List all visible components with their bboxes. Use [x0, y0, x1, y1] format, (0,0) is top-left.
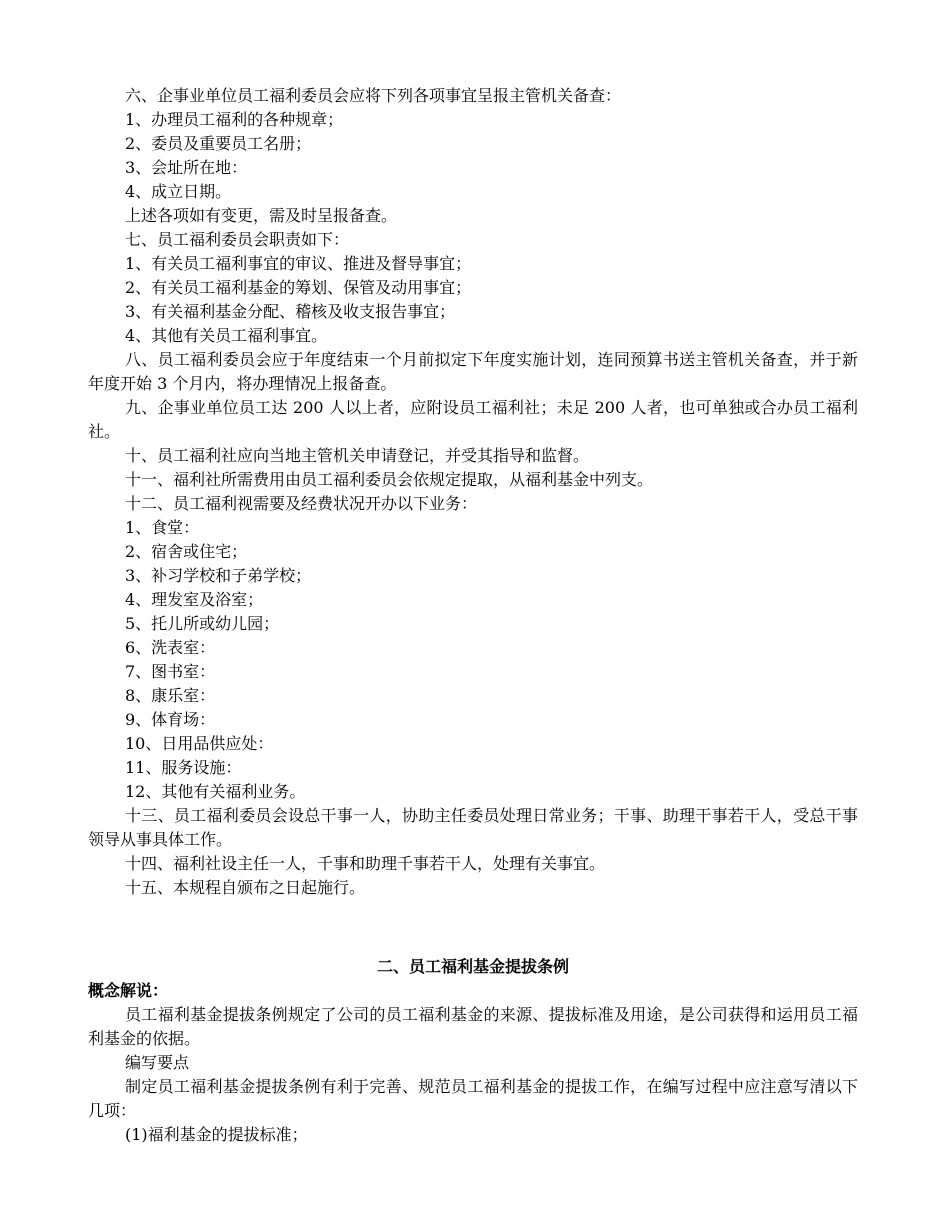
text-line: 十、员工福利社应向当地主管机关申请登记，并受其指导和监督。 [125, 446, 590, 465]
list-item: 10、日用品供应处： [125, 734, 274, 753]
text-line: 4、成立日期。 [125, 182, 232, 201]
list-item: 4、理发室及浴室； [125, 590, 264, 609]
text-line: 上述各项如有变更，需及时呈报备查。 [125, 206, 398, 225]
text-line: 十五、本规程自颁布之日起施行。 [125, 878, 366, 897]
paragraph-eight: 八、员工福利委员会应于年度结束一个月前拟定下年度实施计划，连同预算书送主管机关备查，并于新年度开始 3 个月内，将办理情况上报备查。 [88, 350, 858, 393]
list-item: 3、补习学校和子弟学校； [125, 566, 312, 585]
list-item: 8、康乐室： [125, 686, 216, 705]
list-item: 9、体育场： [125, 710, 216, 729]
concept-paragraph: 员工福利基金提拔条例规定了公司的员工福利基金的来源、提拔标准及用途，是公司获得和运用员工福利基金的依据。 [88, 1005, 858, 1048]
list-item: 2、宿舍或住宅； [125, 542, 248, 561]
section-welfare-regulations [88, 84, 858, 900]
text-line: 十四、福利社设主任一人，千事和助理千事若干人，处理有关事宜。 [125, 854, 606, 873]
list-item: (1)福利基金的提拔标准； [125, 1125, 308, 1144]
list-item: 1、食堂： [125, 518, 200, 537]
text-line: 3、有关福利基金分配、稽核及收支报告事宜； [125, 302, 456, 321]
list-item: 6、洗表室： [125, 638, 216, 657]
text-line: 1、有关员工福利事宜的审议、推进及督导事宜； [125, 254, 472, 273]
text-line: 七、员工福利委员会职责如下： [125, 230, 350, 249]
text-line: 4、其他有关员工福利事宜。 [125, 326, 328, 345]
text-line: 3、会址所在地： [125, 158, 248, 177]
paragraph-nine: 九、企事业单位员工达 200 人以上者，应附设员工福利社；未足 200 人者，也可单独或合办员工福利社。 [88, 398, 858, 441]
text-line: 2、委员及重要员工名册； [125, 134, 312, 153]
subheading: 编写要点 [125, 1053, 190, 1072]
writing-points-paragraph: 制定员工福利基金提拔条例有利于完善、规范员工福利基金的提拔工作，在编写过程中应注意写清以下几项： [88, 1077, 858, 1120]
section-heading: 二、员工福利基金提拔条例 [376, 957, 569, 976]
text-line: 1、办理员工福利的各种规章； [125, 110, 344, 129]
text-line: 2、有关员工福利基金的筹划、保管及动用事宜； [125, 278, 472, 297]
text-line: 十二、员工福利视需要及经费状况开办以下业务： [125, 494, 478, 513]
text-line: 十一、福利社所需费用由员工福利委员会依规定提取，从福利基金中列支。 [125, 470, 654, 489]
list-item: 11、服务设施： [125, 758, 242, 777]
list-item: 12、其他有关福利业务。 [125, 782, 306, 801]
list-item: 7、图书室： [125, 662, 216, 681]
section-welfare-fund [88, 955, 858, 1147]
concept-label: 概念解说： [88, 981, 169, 1000]
list-item: 5、托儿所或幼儿园； [125, 614, 280, 633]
text-line: 六、企事业单位员工福利委员会应将下列各项事宜呈报主管机关备查： [125, 86, 622, 105]
paragraph-thirteen: 十三、员工福利委员会设总干事一人，协助主任委员处理日常业务；干事、助理干事若干人，受总干事领导从事具体工作。 [88, 806, 858, 849]
